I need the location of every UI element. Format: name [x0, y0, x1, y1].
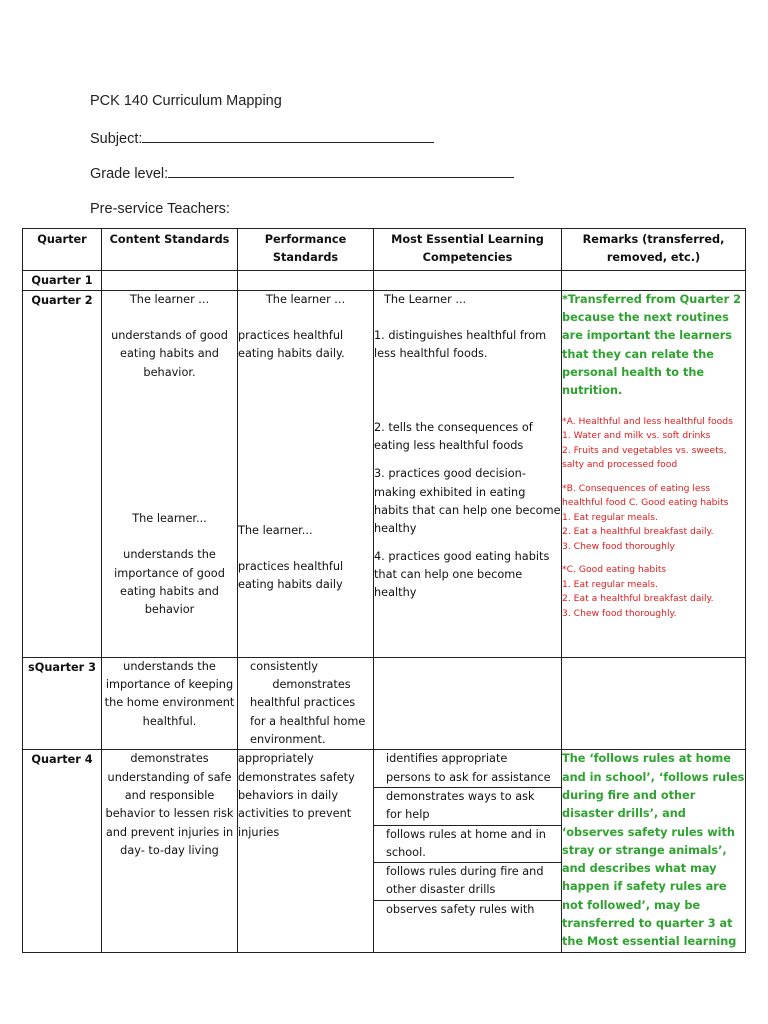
- remark-item: 1. Water and milk vs. soft drinks: [562, 430, 711, 442]
- melc-item: follows rules during fire and other disaster drills: [374, 863, 561, 901]
- performance-standards-cell: [238, 290, 374, 657]
- remark-item: 2. Eat a healthful breakfast daily.: [562, 526, 714, 538]
- melc-item: follows rules at home and in school.: [374, 826, 561, 864]
- empty-cell: [374, 270, 562, 290]
- remark-item: *C. Good eating habits: [562, 564, 667, 576]
- empty-cell: [238, 270, 374, 290]
- subject-field: [90, 130, 434, 147]
- remark-item: *B. Consequences of eating less healthful food C. Good eating habits: [562, 482, 729, 509]
- performance-standard-text: practices healthful eating habits daily: [238, 560, 344, 592]
- quarter-label: sQuarter 3: [23, 657, 102, 749]
- table-row-quarter-2: [23, 290, 746, 657]
- content-standards-cell: [102, 657, 238, 749]
- performance-standards-cell: [238, 657, 374, 749]
- content-standard-text: understands the importance of good eating habits and behavior: [114, 548, 225, 617]
- grade-level-field: [90, 165, 514, 182]
- remark-text: The ‘follows rules at home and in school’, ‘follows rules during fire and other disaster drills’, and ‘observes safety rules with stray or strange animals’, and describes what may happen if safety rules are not followed’, may be transferred to quarter 3 at the Most essential learning: [562, 752, 745, 949]
- table-row-quarter-3: [23, 657, 746, 749]
- melc-text: 3. practices good decision-making exhibited in eating habits that can help one become healthy: [374, 467, 561, 536]
- content-standard-text: The learner...: [132, 512, 207, 526]
- remark-item: 1. Eat regular meals.: [562, 578, 658, 590]
- document-title: PCK 140 Curriculum Mapping: [90, 93, 282, 109]
- column-header-melc: Most Essential Learning Competencies: [374, 229, 562, 271]
- remark-item: 2. Fruits and vegetables vs. sweets, salty and processed food: [562, 444, 727, 471]
- remark-item: 1. Eat regular meals.: [562, 511, 658, 523]
- melc-item: demonstrates ways to ask for help: [374, 788, 561, 826]
- remark-item: 2. Eat a healthful breakfast daily.: [562, 593, 714, 605]
- performance-standard-text: demonstrates: [272, 678, 351, 692]
- pre-service-teachers-label: Pre-service Teachers:: [90, 201, 230, 217]
- melc-cell: [374, 750, 562, 952]
- remark-text: *Transferred from Quarter 2 because the next routines are important the learners that they can relate the personal health to the nutrition.: [562, 292, 741, 398]
- empty-cell: [374, 657, 562, 749]
- content-standards-cell: [102, 750, 238, 952]
- performance-standard-text: practices healthful eating habits daily.: [238, 329, 345, 361]
- performance-standard-text: healthful practices for a healthful home environment.: [250, 696, 366, 747]
- quarter-label: Quarter 2: [23, 290, 102, 657]
- table-header-row: [23, 229, 746, 271]
- performance-standard-text: consistently: [250, 659, 318, 673]
- quarter-label: Quarter 1: [23, 270, 102, 290]
- column-header-quarter: Quarter: [23, 229, 102, 271]
- melc-text: The Learner ...: [384, 292, 467, 306]
- content-standard-text: understands the importance of keeping the home environment healthful.: [104, 659, 235, 728]
- performance-standards-cell: [238, 750, 374, 952]
- performance-standard-text: The learner...: [238, 523, 313, 537]
- content-standard-text: understands of good eating habits and behavior.: [111, 329, 228, 379]
- grade-level-blank-line: [168, 165, 514, 178]
- column-header-performance-standards: Performance Standards: [238, 229, 374, 271]
- empty-cell: [562, 270, 746, 290]
- column-header-content-standards: Content Standards: [102, 229, 238, 271]
- column-header-remarks: Remarks (transferred, removed, etc.): [562, 229, 746, 271]
- remark-item: *A. Healthful and less healthful foods: [562, 415, 733, 427]
- melc-text: 2. tells the consequences of eating less healthful foods: [374, 420, 533, 453]
- empty-cell: [562, 657, 746, 749]
- table-row-quarter-1: [23, 270, 746, 290]
- remark-item: 3. Chew food thoroughly: [562, 540, 675, 552]
- grade-level-label: Grade level:: [90, 166, 169, 182]
- empty-cell: [102, 270, 238, 290]
- melc-item: identifies appropriate persons to ask for assistance: [374, 750, 561, 788]
- remark-item: 3. Chew food thoroughly.: [562, 607, 677, 619]
- melc-item: observes safety rules with: [386, 902, 535, 916]
- quarter-label: Quarter 4: [23, 750, 102, 952]
- subject-blank-line: [142, 130, 434, 143]
- pre-service-teachers-field: [90, 201, 230, 217]
- melc-text: 4. practices good eating habits that can help one become healthy: [374, 549, 550, 600]
- performance-standard-text: The learner ...: [265, 292, 346, 306]
- subject-label: Subject:: [90, 131, 143, 147]
- curriculum-mapping-table: [22, 228, 746, 953]
- table-row-quarter-4: [23, 750, 746, 952]
- melc-text: 1. distinguishes healthful from less healthful foods.: [374, 329, 547, 361]
- performance-standard-text: appropriately demonstrates safety behaviors in daily activities to prevent injuries: [238, 752, 355, 839]
- remarks-cell: [562, 290, 746, 657]
- content-standard-text: demonstrates understanding of safe and responsible behavior to lessen risk and prevent injuries in day- to-day living: [105, 752, 234, 857]
- content-standard-text: The learner ...: [129, 292, 210, 306]
- remarks-cell: [562, 750, 746, 952]
- melc-cell: [374, 290, 562, 657]
- content-standards-cell: [102, 290, 238, 657]
